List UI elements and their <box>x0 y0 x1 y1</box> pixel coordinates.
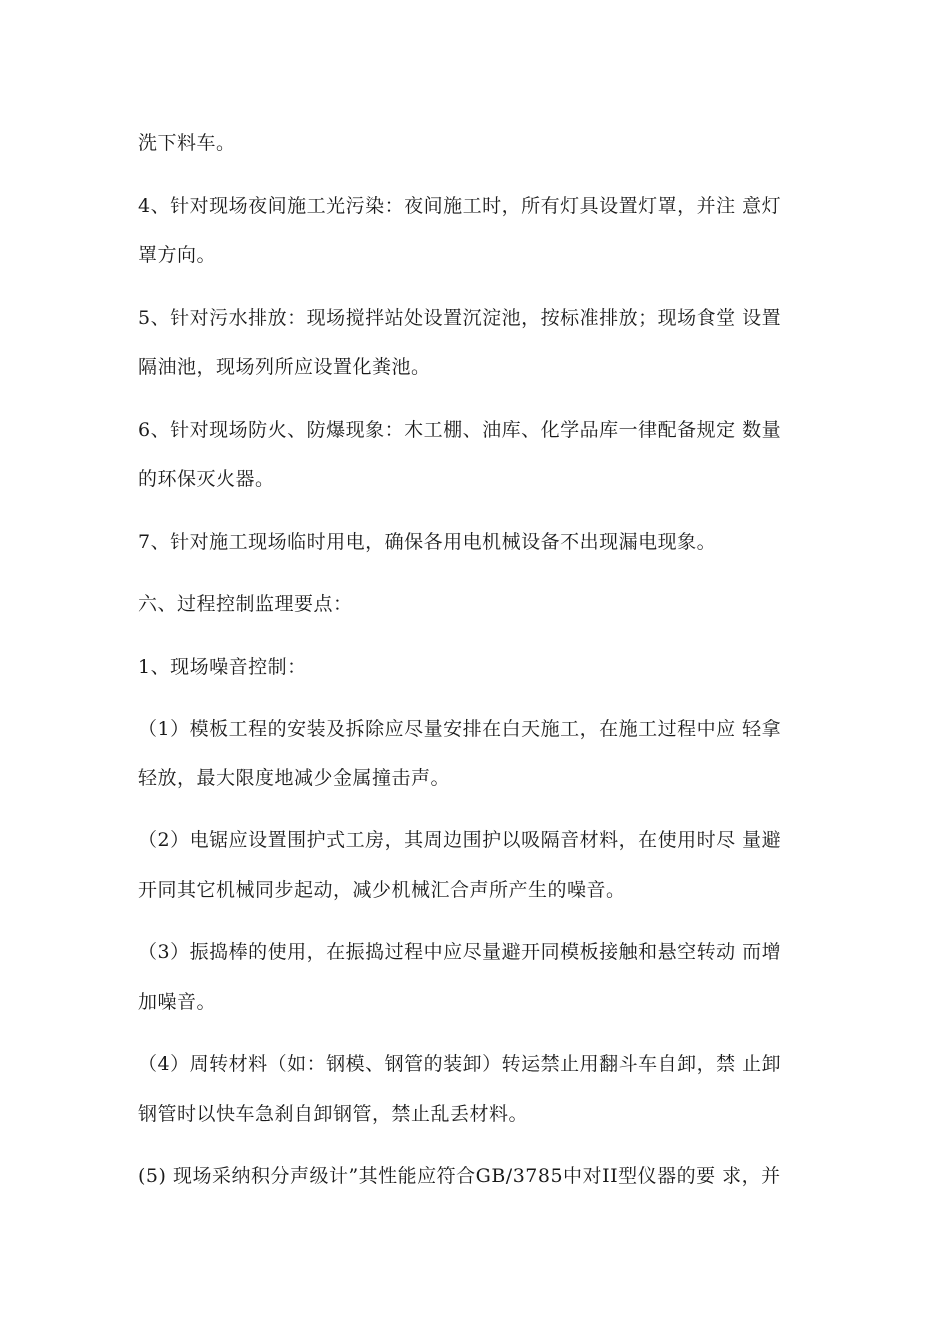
text-line: 轻放，最大限度地减少金属撞击声。 <box>138 767 451 789</box>
text-line: 罩方向。 <box>138 244 217 266</box>
text-line: 开同其它机械同步起动，减少机械汇合声所产生的噪音。 <box>138 879 626 901</box>
text-line: （1）模板工程的安装及拆除应尽量安排在白天施工，在施工过程中应 轻拿 <box>138 718 782 740</box>
text-line: 的环保灭火器。 <box>138 468 275 490</box>
text-line: （2）电锯应设置围护式工房，其周边围护以吸隔音材料，在使用时尽 量避 <box>138 829 782 851</box>
text-line: 5、针对污水排放：现场搅拌站处设置沉淀池，按标准排放；现场食堂 设置 <box>138 307 782 329</box>
section-heading: 六、过程控制监理要点： <box>138 593 353 615</box>
text-line: 6、针对现场防火、防爆现象：木工棚、油库、化学品库一律配备规定 数量 <box>138 419 782 441</box>
text-line: 洗下料车。 <box>138 132 236 154</box>
text-line: 7、针对施工现场临时用电，确保各用电机械设备不出现漏电现象。 <box>138 531 717 553</box>
text-line: 钢管时以快车急刹自卸钢管，禁止乱丢材料。 <box>138 1103 529 1125</box>
text-line: （4）周转材料（如：钢模、钢管的装卸）转运禁止用翻斗车自卸，禁 止卸 <box>138 1053 782 1075</box>
text-line: 4、针对现场夜间施工光污染：夜间施工时，所有灯具设置灯罩，并注 意灯 <box>138 195 782 217</box>
text-line: 隔油池，现场列所应设置化粪池。 <box>138 356 431 378</box>
text-line: 加噪音。 <box>138 991 217 1013</box>
subsection-heading: 1、现场噪音控制： <box>138 656 307 678</box>
text-line: （3）振捣棒的使用，在振捣过程中应尽量避开同模板接触和悬空转动 而增 <box>138 941 782 963</box>
text-line: (5) 现场采纳积分声级计”其性能应符合GB/3785中对II型仪器的要 求，并 <box>138 1165 781 1187</box>
